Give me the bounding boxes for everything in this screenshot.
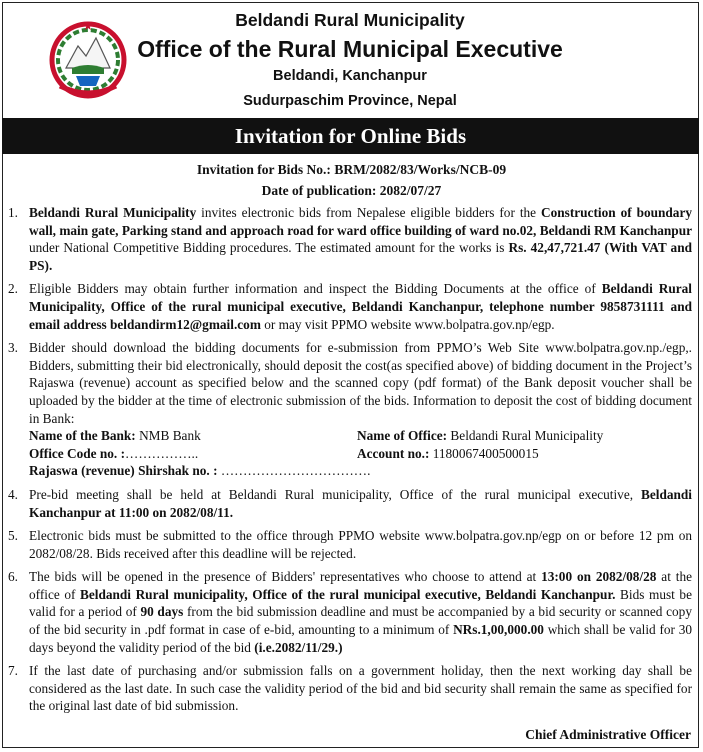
bid-number-label: Invitation for Bids No.: [196,162,331,177]
office-code-value: …………….. [125,445,199,461]
office-name: Office of the Rural Municipal Executive [137,36,563,62]
clause-5 [8,527,692,562]
clause-7 [8,662,692,715]
account-details-row [29,445,692,463]
publication-date-line [0,183,703,199]
clause-2 [8,280,692,333]
clause-1 [8,204,692,274]
notice-clauses [8,204,692,721]
clause-6 [8,568,692,656]
office-address: Beldandi, Kanchanpur [273,68,427,84]
clause-text: Bidder should download the bidding documents for e-submission from PPMO’s Web Site www.bolpatra.gov.np./egp,. Bidders, submitting their bid electronically, should deposit the cost(as specified above) of bidding document in the Project’s Rajaswa (revenue) account as specified below and the scanned copy (pdf format) of the Bank deposit voucher shall be uploaded by the bidder at the time of electronic submission of the bids. Information to deposit the cost of bidding document in Bank: Name of the Bank: NMB Bank Name of Office: Beldandi Rural Municipality Office Code no. :…………….. Account no.: 1180067400500015 Rajaswa (revenue) Shirshak no. : ……………………………. [29,340,692,479]
bank-label: Name of the Bank: [29,428,136,444]
clause-number: 6. [8,569,18,585]
office-value: Beldandi Rural Municipality [447,428,604,444]
municipality-name: Beldandi Rural Municipality [235,10,465,30]
signature-title: Chief Administrative Officer [525,727,691,742]
bank-details-row [29,427,692,445]
clause-text: Electronic bids must be submitted to the office through PPMO website www.bolpatra.gov.np/egp on or before 12 pm on 2082/08/28. Bids received after this deadline will be rejected. [29,528,692,561]
clause-text: Beldandi Rural Municipality invites electronic bids from Nepalese eligible bidders for the Construction of boundary wall, main gate, Parking stand and approach road for ward office building of ward no.02, Beldandi RM Kanchanpur under National Competitive Bidding procedures. The estimated amount for the works is Rs. 42,47,721.47 (With VAT and PS). [29,205,693,273]
nepal-emblem-icon [46,16,130,100]
clause-number: 1. [8,205,18,220]
clause-number: 3. [8,340,18,356]
clause-text: If the last date of purchasing and/or submission falls on a government holiday, then the next working day shall be considered as the last date. In such case the validity period of the bid and bid security shall remain the same as specified for the original last date of bid submission. [29,663,692,714]
publication-date: 2082/07/27 [379,183,442,198]
clause-3 [8,339,692,480]
bid-number-line [0,162,703,178]
letterhead [0,0,703,118]
clause-text: Eligible Bidders may obtain further information and inspect the Bidding Documents at the office of Beldandi Rural Municipality, Office of the rural municipal executive, Beldandi Kanchanpur, telephone number 9858731111 and email address beldandirm12@gmail.com or may visit PPMO website www.bolpatra.gov.np/egp. [29,281,693,332]
clause-text: The bids will be opened in the presence of Bidders' representatives who choose to attend at 13:00 on 2082/08/28 at the office of Beldandi Rural municipality, Office of the rural municipal executive, Beldandi Kanchanpur. Bids must be valid for a period of 90 days from the bid submission deadline and must be accompanied by a bid security or scanned copy of the bid security in .pdf format in case of e-bid, amounting to a minimum of NRs.1,00,000.00 which shall be valid for 30 days beyond the validity period of the bid (i.e.2082/11/29.) [29,569,692,655]
office-label: Name of Office: [357,428,448,444]
clause-number: 5. [8,528,18,544]
clause-number: 2. [8,281,18,297]
account-number: 1180067400500015 [429,445,539,461]
bid-number: BRM/2082/83/Works/NCB-09 [334,162,507,177]
account-label: Account no.: [357,445,430,461]
rajaswa-label: Rajaswa (revenue) Shirshak no. : [29,463,218,479]
province: Sudurpaschim Province, Nepal [243,93,457,109]
clause-4 [8,486,692,521]
rajaswa-value: ……………………………. [217,463,371,479]
clause-text: Pre-bid meeting shall be held at Beldandi Rural municipality, Office of the rural municipal executive, Beldandi Kanchanpur at 11:00 on 2082/08/11. [29,486,692,520]
clause-number: 4. [8,486,18,502]
notice-title-banner: Invitation for Online Bids [2,118,699,154]
publication-date-label: Date of publication: [261,183,377,198]
bank-name: NMB Bank [135,428,201,444]
clause-number: 7. [8,663,18,679]
office-code-label: Office Code no. : [29,445,126,461]
